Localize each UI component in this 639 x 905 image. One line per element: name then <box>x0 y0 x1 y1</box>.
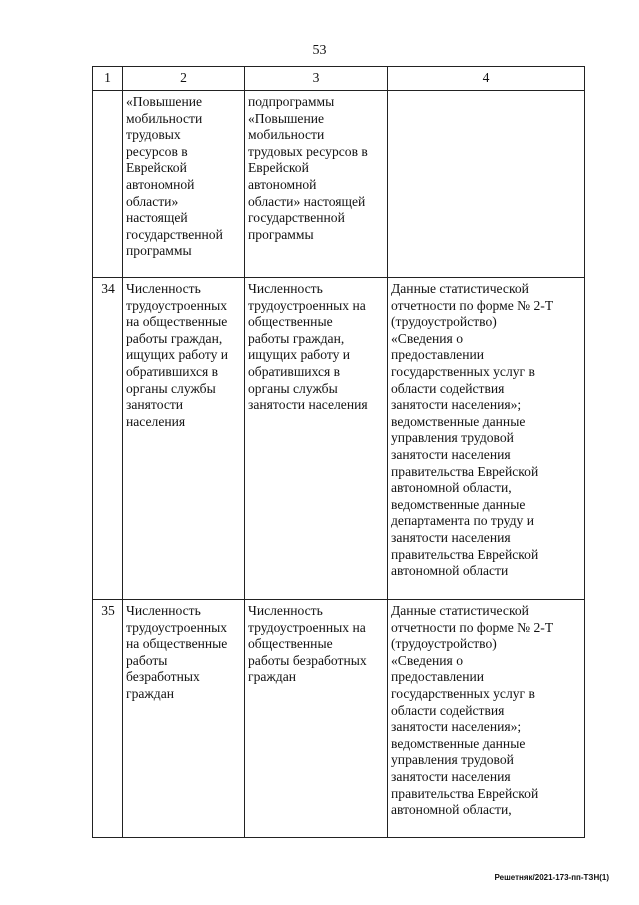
indicator-name: Численность трудоустроенных на общественные работы безработных граждан <box>126 603 228 701</box>
data-source-cell <box>388 91 585 278</box>
header-cell-2: 2 <box>123 67 245 91</box>
table-row <box>93 278 585 600</box>
indicator-definition-cell <box>245 600 388 838</box>
page-number: 53 <box>312 43 327 58</box>
indicator-name-cell <box>123 278 245 600</box>
table-header-row <box>93 67 585 91</box>
indicator-definition: подпрограммы «Повышение мобильности трудовых ресурсов в Еврейской автономной области» настоящей государственной программы <box>248 94 368 242</box>
data-source: Данные статистической отчетности по форме № 2-Т (трудоустройство) «Сведения о предоставлении государственных услуг в области содействия занятости населения»; ведомственные данные управления трудовой занятости населения правительства Еврейской автономной области, ведомственные данные департамента по труду и занятости населения правительства Еврейской автономной области <box>391 281 554 579</box>
row-number: 35 <box>93 600 123 838</box>
indicator-name: «Повышение мобильности трудовых ресурсов в Еврейской автономной области» настоящей государственной программы <box>126 94 223 259</box>
data-source: Данные статистической отчетности по форме № 2-Т (трудоустройство) «Сведения о предоставлении государственных услуг в области содействия занятости населения»; ведомственные данные управления трудовой занятости населения правительства Еврейской автономной области, <box>391 603 554 818</box>
indicator-name-cell <box>123 91 245 278</box>
document-footer-code: Решетняк/2021-173-пп-ТЗН(1) <box>494 873 609 882</box>
header-cell-3: 3 <box>245 67 388 91</box>
header-cell-1: 1 <box>93 67 123 91</box>
table-row <box>93 91 585 278</box>
row-number: 34 <box>93 278 123 600</box>
data-source-cell <box>388 600 585 838</box>
header-cell-4: 4 <box>388 67 585 91</box>
indicator-name: Численность трудоустроенных на общественные работы граждан, ищущих работу и обратившихся в органы службы занятости населения <box>126 281 229 429</box>
indicator-definition-cell <box>245 91 388 278</box>
indicator-name-cell <box>123 600 245 838</box>
indicators-table <box>92 66 585 838</box>
data-source-cell <box>388 278 585 600</box>
indicator-definition: Численность трудоустроенных на общественные работы безработных граждан <box>248 603 367 685</box>
indicator-definition-cell <box>245 278 388 600</box>
indicator-definition: Численность трудоустроенных на общественные работы граждан, ищущих работу и обратившихся в органы службы занятости населения <box>248 281 368 413</box>
table-row <box>93 600 585 838</box>
row-number <box>93 91 123 278</box>
